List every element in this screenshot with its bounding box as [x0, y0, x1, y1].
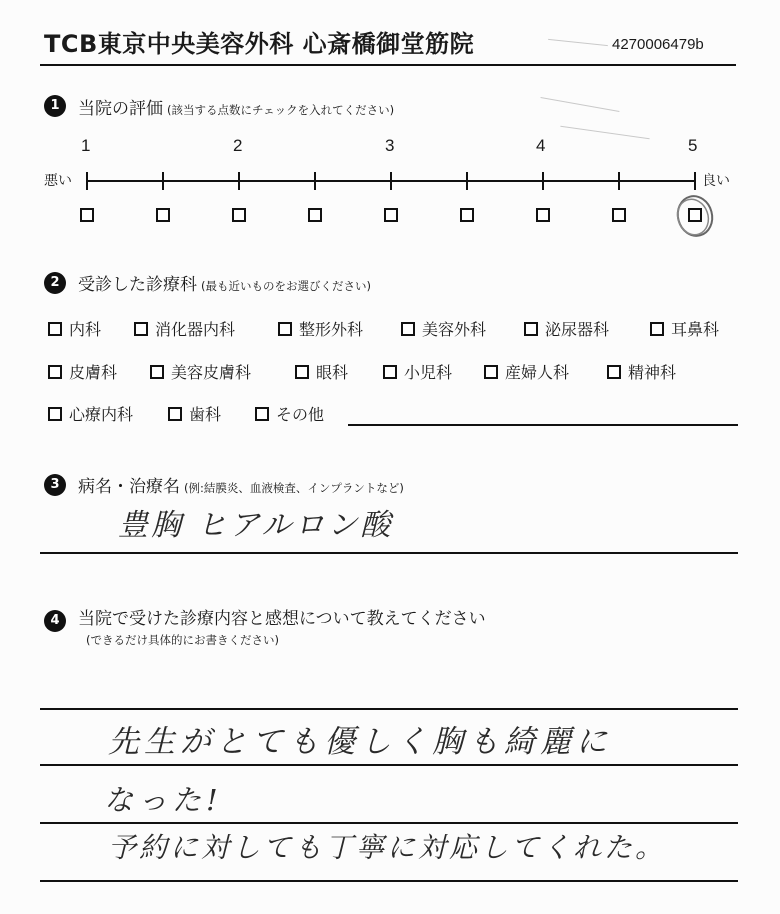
scale-label-5: 5: [688, 136, 698, 155]
department-option[interactable]: [524, 317, 609, 340]
checkbox[interactable]: [134, 322, 148, 336]
option-label: 美容皮膚科: [171, 363, 252, 382]
checkbox[interactable]: [607, 365, 621, 379]
checkbox[interactable]: [524, 322, 538, 336]
option-label: 眼科: [316, 363, 349, 382]
checkbox[interactable]: [401, 322, 415, 336]
feedback-text-line-2: なった!: [104, 783, 223, 817]
section-note: (最も近いものをお選びください): [201, 279, 371, 293]
department-option[interactable]: [48, 360, 117, 383]
department-option[interactable]: [295, 360, 348, 383]
feedback-line[interactable]: [40, 880, 738, 882]
scale-tick: [314, 172, 316, 190]
scale-tick: [542, 172, 544, 190]
option-label: 整形外科: [299, 320, 364, 339]
option-label: その他: [276, 405, 325, 424]
header-divider: [40, 64, 736, 66]
section-title-text: 当院の評価: [78, 99, 163, 119]
checkbox[interactable]: [383, 365, 397, 379]
handwritten-selection-circle: [668, 190, 718, 240]
option-label: 内科: [69, 320, 102, 339]
rating-checkbox-2[interactable]: [232, 208, 246, 222]
department-option[interactable]: [168, 402, 221, 425]
option-label: 皮膚科: [69, 363, 118, 382]
department-option[interactable]: [48, 317, 101, 340]
diagnosis-answer-line[interactable]: [40, 552, 738, 554]
scale-tick: [694, 172, 696, 190]
scale-tick: [618, 172, 620, 190]
department-option[interactable]: [150, 360, 251, 383]
document-id: 4270006479b: [612, 36, 704, 53]
department-option[interactable]: [134, 317, 235, 340]
other-department-field[interactable]: [348, 424, 738, 426]
rating-checkbox-4-5[interactable]: [612, 208, 626, 222]
section-number-badge: 4: [44, 610, 66, 632]
checkbox[interactable]: [168, 407, 182, 421]
department-option[interactable]: [484, 360, 569, 383]
scale-good-label: 良い: [702, 173, 730, 189]
scale-label-2: 2: [233, 136, 243, 155]
option-label: 美容外科: [422, 320, 487, 339]
scale-tick: [390, 172, 392, 190]
option-label: 泌尿器科: [545, 320, 610, 339]
feedback-text-line-1: 先生がとても優しく胸も綺麗に: [108, 724, 612, 760]
form-title: TCB東京中央美容外科 心斎橋御堂筋院: [44, 30, 475, 58]
section-title-text: 病名・治療名: [78, 477, 180, 497]
rating-checkbox-1[interactable]: [80, 208, 94, 222]
rating-checkbox-4[interactable]: [536, 208, 550, 222]
section-note: (例:結膜炎、血液検査、インプラントなど): [184, 481, 404, 495]
scale-tick: [466, 172, 468, 190]
section-diagnosis-title: [78, 472, 404, 497]
diagnosis-answer: 豊胸 ヒアルロン酸: [118, 508, 394, 543]
scale-label-1: 1: [81, 136, 91, 155]
section-rating-title: [78, 94, 394, 119]
feedback-line[interactable]: [40, 764, 738, 766]
department-option[interactable]: [650, 317, 719, 340]
option-label: 産婦人科: [505, 363, 570, 382]
checkbox[interactable]: [48, 365, 62, 379]
section-title-text: 受診した診療科: [78, 275, 197, 295]
checkbox[interactable]: [150, 365, 164, 379]
checkbox[interactable]: [48, 407, 62, 421]
feedback-line[interactable]: [40, 708, 738, 710]
section-number-badge: 1: [44, 95, 66, 117]
scale-label-3: 3: [385, 136, 395, 155]
department-option[interactable]: [278, 317, 363, 340]
checkbox[interactable]: [484, 365, 498, 379]
rating-checkbox-3-5[interactable]: [460, 208, 474, 222]
feedback-line[interactable]: [40, 822, 738, 824]
department-option[interactable]: [607, 360, 676, 383]
scale-label-4: 4: [536, 136, 546, 155]
scan-smudge: [548, 39, 608, 46]
department-option[interactable]: [383, 360, 452, 383]
scale-tick: [238, 172, 240, 190]
feedback-text-line-3: 予約に対しても丁寧に対応してくれた。: [108, 831, 667, 864]
option-label: 歯科: [189, 405, 222, 424]
checkbox[interactable]: [48, 322, 62, 336]
scale-tick: [86, 172, 88, 190]
checkbox[interactable]: [255, 407, 269, 421]
rating-checkbox-1-5[interactable]: [156, 208, 170, 222]
scan-smudge: [541, 97, 620, 112]
checkbox[interactable]: [295, 365, 309, 379]
scale-tick: [162, 172, 164, 190]
section-note: (該当する点数にチェックを入れてください): [167, 103, 395, 117]
section-department-title: [78, 270, 371, 295]
option-label: 心療内科: [69, 405, 134, 424]
department-option[interactable]: [48, 402, 133, 425]
rating-checkbox-3[interactable]: [384, 208, 398, 222]
section-number-badge: 2: [44, 272, 66, 294]
option-label: 消化器内科: [155, 320, 236, 339]
section-number-badge: 3: [44, 474, 66, 496]
option-label: 精神科: [628, 363, 677, 382]
checkbox[interactable]: [278, 322, 292, 336]
rating-checkbox-2-5[interactable]: [308, 208, 322, 222]
department-option[interactable]: [255, 402, 324, 425]
scan-smudge: [560, 126, 649, 140]
option-label: 小児科: [404, 363, 453, 382]
option-label: 耳鼻科: [671, 320, 720, 339]
checkbox[interactable]: [650, 322, 664, 336]
department-option[interactable]: [401, 317, 486, 340]
scale-bad-label: 悪い: [44, 173, 72, 189]
section-note: (できるだけ具体的にお書きください): [86, 633, 279, 647]
section-feedback-title: 当院で受けた診療内容と感想について教えてください: [78, 609, 486, 629]
